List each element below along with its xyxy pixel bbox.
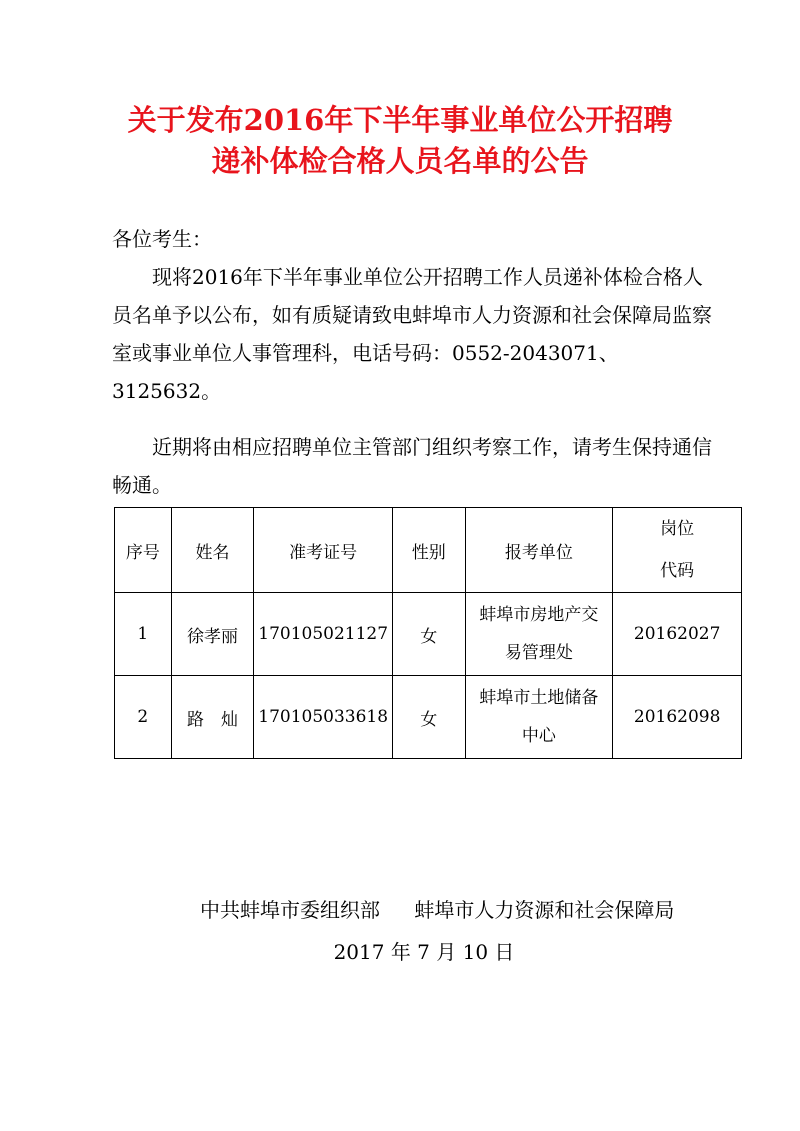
cell-name: 徐孝丽 [171, 593, 254, 676]
signature-org-1: 中共蚌埠市委组织部 [200, 898, 380, 922]
cell-unit [465, 676, 613, 759]
paragraph-announcement [112, 258, 712, 410]
salutation: 各位考生： [112, 227, 212, 251]
table-row [115, 676, 742, 759]
candidate-table [114, 507, 742, 759]
signature-org-2: 蚌埠市人力资源和社会保障局 [414, 898, 675, 922]
header-post-code-line2: 代码 [660, 561, 695, 581]
paragraph-inspection [112, 428, 712, 504]
header-post-code [613, 508, 742, 593]
cell-exam-no: 170105033618 [254, 676, 393, 759]
header-seq: 序号 [115, 508, 172, 593]
cell-name: 路 灿 [171, 676, 254, 759]
notice-date: 2017 年 7 月 10 日 [333, 940, 515, 964]
signature-block [200, 895, 674, 925]
table-header-row [115, 508, 742, 593]
cell-gender: 女 [393, 593, 466, 676]
header-exam-no: 准考证号 [254, 508, 393, 593]
header-gender: 性别 [393, 508, 466, 593]
header-post-code-line1: 岗位 [660, 519, 695, 539]
cell-unit-line1: 蚌埠市土地储备 [479, 688, 599, 708]
cell-unit-line1: 蚌埠市房地产交 [479, 605, 599, 625]
paragraph-inspection-text: 近期将由相应招聘单位主管部门组织考察工作，请考生保持通信畅通。 [112, 435, 712, 497]
table-row [115, 593, 742, 676]
cell-unit-line2: 易管理处 [504, 643, 573, 663]
cell-seq: 1 [115, 593, 172, 676]
cell-unit [465, 593, 613, 676]
notice-title-line1: 关于发布2016年下半年事业单位公开招聘 [127, 103, 673, 137]
notice-title-line2: 递补体检合格人员名单的公告 [211, 144, 589, 178]
cell-exam-no: 170105021127 [254, 593, 393, 676]
cell-gender: 女 [393, 676, 466, 759]
cell-post-code: 20162098 [613, 676, 742, 759]
cell-post-code: 20162027 [613, 593, 742, 676]
header-unit: 报考单位 [465, 508, 613, 593]
cell-seq: 2 [115, 676, 172, 759]
cell-unit-line2: 中心 [521, 726, 556, 746]
paragraph-announcement-text: 现将2016年下半年事业单位公开招聘工作人员递补体检合格人员名单予以公布，如有质疑请致电蚌埠市人力资源和社会保障局监察室或事业单位人事管理科，电话号码：0552-2043071、3125632。 [112, 265, 712, 403]
header-name: 姓名 [171, 508, 254, 593]
